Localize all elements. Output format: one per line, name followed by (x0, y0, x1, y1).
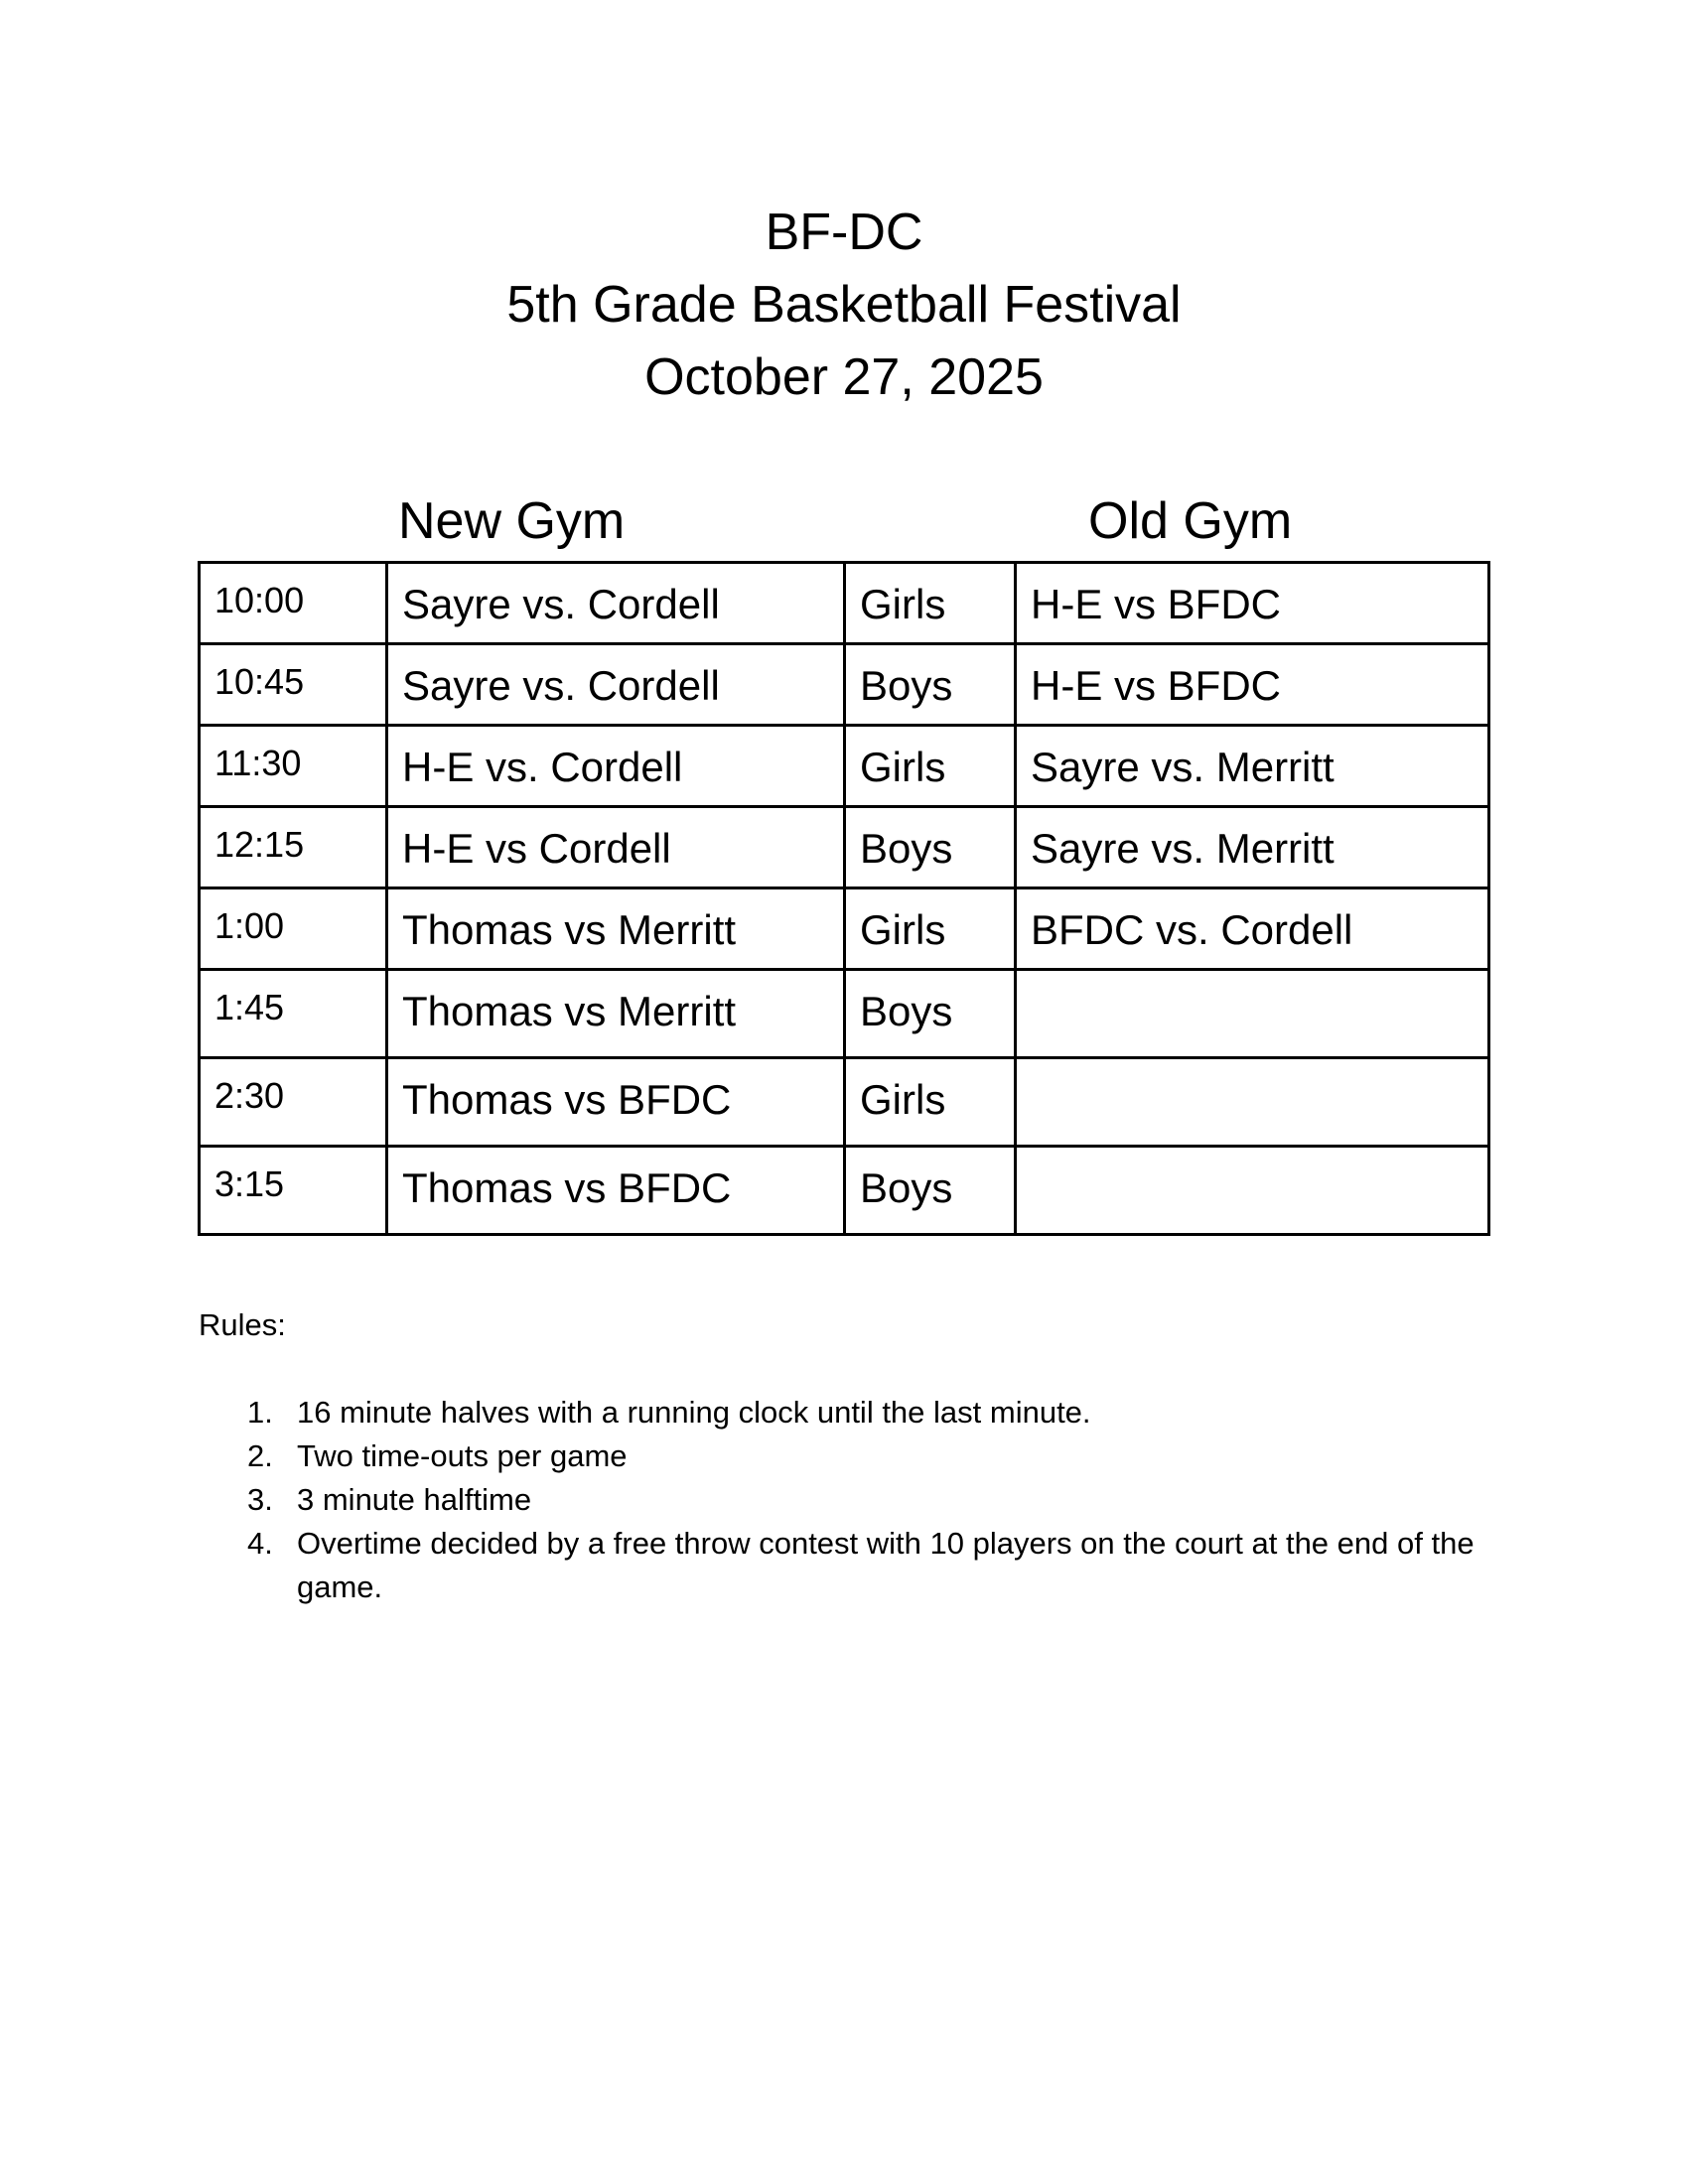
new-gym-game-cell (387, 563, 845, 644)
table-row (200, 888, 1489, 970)
rule-text: Two time-outs per game (297, 1438, 628, 1473)
title-date: October 27, 2025 (644, 348, 1044, 406)
division-cell (845, 1058, 1016, 1147)
new-gym-game-text: Sayre vs. Cordell (402, 662, 720, 709)
old-gym-game-text: Sayre vs. Merritt (1031, 825, 1335, 872)
table-row (200, 1147, 1489, 1235)
time-text: 12:15 (214, 824, 305, 865)
new-gym-game-cell (387, 807, 845, 888)
division-text: Girls (860, 1076, 946, 1123)
time-text: 10:00 (214, 580, 305, 620)
list-item (199, 1391, 1489, 1434)
time-cell (200, 726, 387, 807)
new-gym-game-cell (387, 644, 845, 726)
division-text: Girls (860, 906, 946, 953)
table-row (200, 1058, 1489, 1147)
division-text: Boys (860, 825, 953, 872)
old-gym-game-cell (1016, 888, 1489, 970)
old-gym-game-cell (1016, 1147, 1489, 1235)
old-gym-game-text (1031, 1059, 1487, 1076)
time-cell (200, 807, 387, 888)
table-row (200, 726, 1489, 807)
time-text: 10:45 (214, 661, 305, 702)
division-text: Boys (860, 1164, 953, 1211)
time-cell (200, 563, 387, 644)
time-cell (200, 1147, 387, 1235)
rule-number: 2. (247, 1438, 273, 1473)
table-row (200, 807, 1489, 888)
old-gym-game-text (1031, 1148, 1487, 1164)
division-cell (845, 563, 1016, 644)
division-text: Girls (860, 744, 946, 790)
list-item (199, 1522, 1489, 1609)
division-cell (845, 726, 1016, 807)
division-text: Boys (860, 988, 953, 1034)
old-gym-game-cell (1016, 1058, 1489, 1147)
schedule-table (198, 561, 1490, 1236)
old-gym-game-cell (1016, 807, 1489, 888)
rule-text: 16 minute halves with a running clock until the last minute. (297, 1395, 1091, 1430)
rule-number: 4. (247, 1526, 273, 1561)
new-gym-game-text: Thomas vs Merritt (402, 988, 737, 1034)
division-text: Girls (860, 581, 946, 627)
division-text: Boys (860, 662, 953, 709)
old-gym-game-cell (1016, 563, 1489, 644)
time-cell (200, 970, 387, 1058)
new-gym-game-text: Sayre vs. Cordell (402, 581, 720, 627)
time-text: 1:00 (214, 905, 285, 946)
time-text: 3:15 (214, 1163, 285, 1204)
table-row (200, 970, 1489, 1058)
list-item (199, 1478, 1489, 1522)
old-gym-game-text: BFDC vs. Cordell (1031, 906, 1353, 953)
rule-number: 3. (247, 1482, 273, 1517)
table-row (200, 644, 1489, 726)
new-gym-game-cell (387, 726, 845, 807)
division-cell (845, 888, 1016, 970)
new-gym-game-text: Thomas vs BFDC (402, 1076, 732, 1123)
new-gym-game-text: Thomas vs BFDC (402, 1164, 732, 1211)
old-gym-game-cell (1016, 726, 1489, 807)
old-gym-game-cell (1016, 970, 1489, 1058)
time-cell (200, 888, 387, 970)
division-cell (845, 807, 1016, 888)
new-gym-game-cell (387, 1058, 845, 1147)
list-item (199, 1434, 1489, 1478)
old-gym-game-text (1031, 971, 1487, 988)
new-gym-game-text: H-E vs. Cordell (402, 744, 683, 790)
new-gym-heading: New Gym (398, 492, 626, 550)
old-gym-game-text: H-E vs BFDC (1031, 581, 1281, 627)
new-gym-game-cell (387, 1147, 845, 1235)
new-gym-game-text: Thomas vs Merritt (402, 906, 737, 953)
old-gym-heading: Old Gym (1088, 492, 1293, 550)
new-gym-game-cell (387, 888, 845, 970)
new-gym-game-text: H-E vs Cordell (402, 825, 671, 872)
title-organization: BF-DC (765, 204, 923, 261)
division-cell (845, 970, 1016, 1058)
title-event: 5th Grade Basketball Festival (506, 276, 1182, 334)
old-gym-game-text: Sayre vs. Merritt (1031, 744, 1335, 790)
old-gym-game-cell (1016, 644, 1489, 726)
time-text: 11:30 (214, 743, 302, 783)
new-gym-game-cell (387, 970, 845, 1058)
division-cell (845, 644, 1016, 726)
document-title (0, 197, 1688, 414)
time-cell (200, 644, 387, 726)
table-row (200, 563, 1489, 644)
rule-number: 1. (247, 1395, 273, 1430)
old-gym-game-text: H-E vs BFDC (1031, 662, 1281, 709)
rule-text: Overtime decided by a free throw contest with 10 players on the court at the end of the game. (297, 1526, 1475, 1604)
rule-text: 3 minute halftime (297, 1482, 532, 1517)
rules-list (199, 1391, 1489, 1609)
time-cell (200, 1058, 387, 1147)
time-text: 2:30 (214, 1075, 285, 1116)
rules-heading: Rules: (199, 1307, 286, 1342)
time-text: 1:45 (214, 987, 285, 1027)
division-cell (845, 1147, 1016, 1235)
